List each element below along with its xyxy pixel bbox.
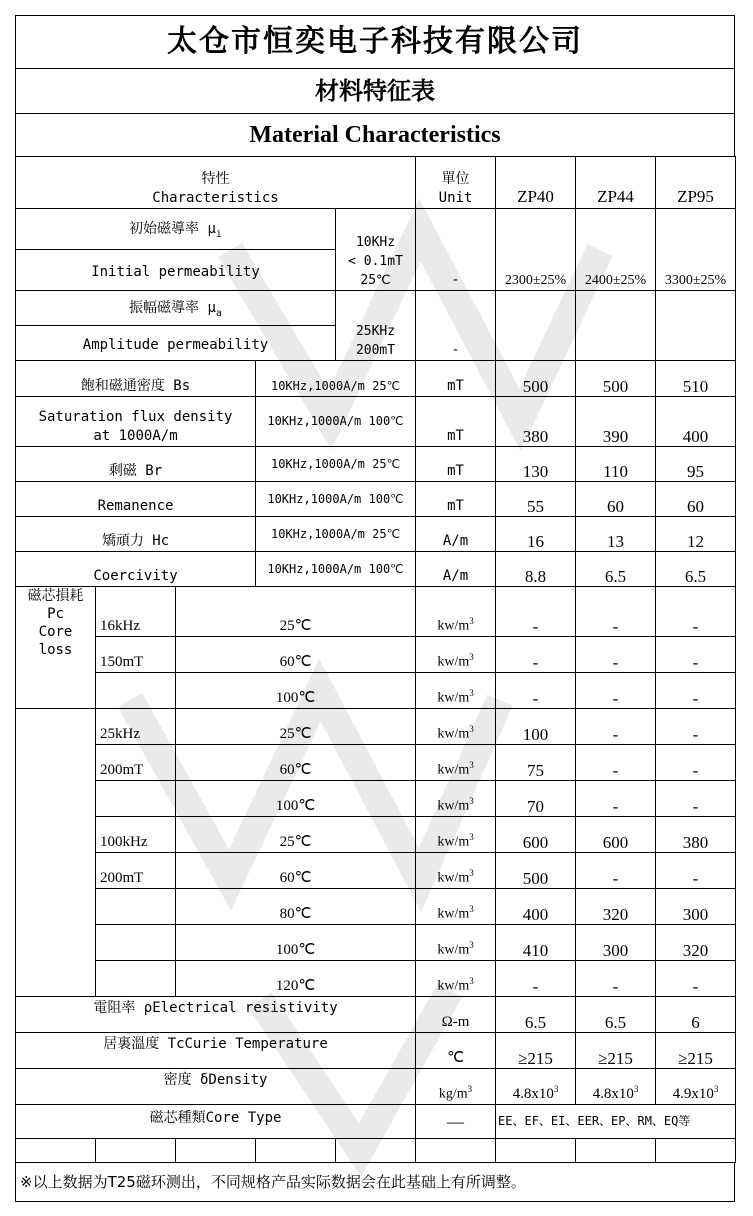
value-cell: 400 [496, 889, 576, 925]
value-cell: - [576, 961, 656, 997]
value-cell: 300 [656, 889, 736, 925]
unit-en: Unit [438, 190, 473, 206]
grade-header: ZP44 [576, 157, 656, 209]
value-cell: 320 [656, 925, 736, 961]
freq-cell [96, 889, 176, 925]
value-cell: 100 [496, 709, 576, 745]
core-loss-row [16, 925, 736, 961]
value-cell: 600 [496, 817, 576, 853]
temp-cell: 100℃ [176, 673, 416, 709]
unit-cell: $kw/m^3$ [416, 637, 496, 673]
br-row [16, 447, 736, 482]
unit-cell: Ω-m [416, 997, 496, 1033]
footnote: ※以上数据为T25磁环测出，不同规格产品实际数据会在此基础上有所调整。 [15, 1162, 735, 1202]
unit-cell: $kw/m^3$ [416, 853, 496, 889]
unit-cell: mT [416, 447, 496, 482]
unit-cell: mT [416, 397, 496, 447]
br100-label: Remanence [16, 482, 256, 517]
freq-cell: 16kHz [96, 587, 176, 637]
initial-permeability-label: 初始磁導率 $\mu_i$ Initial permeability [16, 209, 336, 291]
bs-condition: 10KHz,1000A/m 25℃ [256, 361, 416, 397]
characteristics-table [15, 156, 736, 1163]
value-cell: 2300±25% [496, 209, 576, 291]
freq-cell: 100kHz [96, 817, 176, 853]
value-cell: $4.8x10^3$ [496, 1069, 576, 1105]
unit-cell: A/m [416, 517, 496, 552]
value-cell: 75 [496, 745, 576, 781]
value-cell: - [656, 709, 736, 745]
temp-cell: 25℃ [176, 817, 416, 853]
value-cell: 400 [656, 397, 736, 447]
char-cn: 特性 [201, 171, 230, 187]
company-name: 太仓市恒奕电子科技有限公司 [15, 15, 735, 68]
core-loss-row [16, 637, 736, 673]
value-cell: $4.9x10^3$ [656, 1069, 736, 1105]
unit-cell: $kw/m^3$ [416, 587, 496, 637]
bs-row [16, 361, 736, 397]
value-cell: - [576, 637, 656, 673]
unit-cell: mT [416, 482, 496, 517]
core-type-label: 磁芯種類Core Type [16, 1105, 416, 1139]
initial-permeability-condition: 10KHz < 0.1mT 25℃ [336, 209, 416, 291]
bs100-row [16, 397, 736, 447]
unit-cn: 單位 [441, 171, 470, 187]
core-loss-row [16, 781, 736, 817]
hc100-condition: 10KHz,1000A/m 100℃ [256, 552, 416, 587]
core-loss-row [16, 961, 736, 997]
freq-cell [96, 673, 176, 709]
hc100-label: Coercivity [16, 552, 256, 587]
value-cell: - [656, 637, 736, 673]
temp-cell: 80℃ [176, 889, 416, 925]
label-en: Initial permeability [91, 264, 260, 280]
value-cell: 6.5 [576, 552, 656, 587]
value-cell: - [656, 853, 736, 889]
hc100-row [16, 552, 736, 587]
value-cell: 60 [576, 482, 656, 517]
value-cell: - [576, 587, 656, 637]
freq-cell [96, 781, 176, 817]
value-cell: - [576, 745, 656, 781]
value-cell: - [656, 673, 736, 709]
spacer-row [16, 1139, 736, 1163]
value-cell: 380 [496, 397, 576, 447]
value-cell: 16 [496, 517, 576, 552]
amplitude-permeability-row [16, 291, 736, 361]
unit-cell: $kw/m^3$ [416, 745, 496, 781]
value-cell: 500 [496, 853, 576, 889]
value-cell: - [656, 745, 736, 781]
unit-cell: A/m [416, 552, 496, 587]
unit-cell: $kw/m^3$ [416, 673, 496, 709]
temp-cell: 60℃ [176, 637, 416, 673]
br100-condition: 10KHz,1000A/m 100℃ [256, 482, 416, 517]
freq-cell: 200mT [96, 745, 176, 781]
value-cell: 6.5 [656, 552, 736, 587]
freq-cell: 150mT [96, 637, 176, 673]
temp-cell: 25℃ [176, 587, 416, 637]
density-label: 密度 δDensity [16, 1069, 416, 1105]
unit-cell: $kw/m^3$ [416, 817, 496, 853]
value-cell: 70 [496, 781, 576, 817]
temp-cell: 25℃ [176, 709, 416, 745]
char-en: Characteristics [152, 190, 279, 206]
temp-cell: 60℃ [176, 745, 416, 781]
blank-cell [256, 1139, 336, 1163]
unit-cell: - [416, 291, 496, 361]
value-cell: 410 [496, 925, 576, 961]
core-loss-row [16, 889, 736, 925]
unit-cell: $kw/m^3$ [416, 925, 496, 961]
value-cell [576, 291, 656, 361]
bs100-label: Saturation flux density at 1000A/m [16, 397, 256, 447]
unit-cell: $kw/m^3$ [416, 889, 496, 925]
value-cell: - [656, 587, 736, 637]
unit-header [416, 157, 496, 209]
unit-cell: - [416, 209, 496, 291]
blank-cell [576, 1139, 656, 1163]
temp-cell: 100℃ [176, 781, 416, 817]
value-cell: 8.8 [496, 552, 576, 587]
value-cell: 2400±25% [576, 209, 656, 291]
core-type-value: EE、EF、EI、EER、EP、RM、EQ等 [496, 1105, 736, 1139]
blank-cell [336, 1139, 416, 1163]
value-cell: - [576, 853, 656, 889]
core-loss-row [16, 817, 736, 853]
freq-cell: 200mT [96, 853, 176, 889]
value-cell: 6.5 [576, 997, 656, 1033]
hc-label: 矯頑力 Hc [16, 517, 256, 552]
value-cell: ≥215 [656, 1033, 736, 1069]
amplitude-permeability-label: 振幅磁導率 $\mu_a$ Amplitude permeability [16, 291, 336, 361]
value-cell: - [576, 781, 656, 817]
unit-cell: $kw/m^3$ [416, 781, 496, 817]
density-row [16, 1069, 736, 1105]
value-cell [496, 291, 576, 361]
core-loss-row [16, 745, 736, 781]
blank-cell [16, 1139, 96, 1163]
value-cell: 95 [656, 447, 736, 482]
freq-cell [96, 961, 176, 997]
value-cell: - [496, 637, 576, 673]
column-header-row [16, 157, 736, 209]
br-label: 剩磁 Br [16, 447, 256, 482]
value-cell: 320 [576, 889, 656, 925]
amplitude-permeability-condition: 25KHz 200mT [336, 291, 416, 361]
value-cell: - [496, 673, 576, 709]
value-cell: 60 [656, 482, 736, 517]
value-cell: - [576, 673, 656, 709]
value-cell [656, 291, 736, 361]
temp-cell: 100℃ [176, 925, 416, 961]
bs100-condition: 10KHz,1000A/m 100℃ [256, 397, 416, 447]
initial-permeability-row [16, 209, 736, 291]
value-cell: 510 [656, 361, 736, 397]
value-cell: 500 [576, 361, 656, 397]
value-cell: $4.8x10^3$ [576, 1069, 656, 1105]
freq-cell: 25kHz [96, 709, 176, 745]
value-cell: 13 [576, 517, 656, 552]
value-cell: 6.5 [496, 997, 576, 1033]
characteristics-header [16, 157, 416, 209]
br100-row [16, 482, 736, 517]
value-cell: 55 [496, 482, 576, 517]
title-en: Material Characteristics [15, 113, 735, 156]
bs-label: 飽和磁通密度 Bs [16, 361, 256, 397]
label-cn: 振幅磁導率 μ [129, 300, 216, 316]
resistivity-label: 電阻率 ρElectrical resistivity [16, 997, 416, 1033]
blank-cell [176, 1139, 256, 1163]
hc-condition: 10KHz,1000A/m 25℃ [256, 517, 416, 552]
value-cell: 300 [576, 925, 656, 961]
core-loss-row [16, 709, 736, 745]
unit-cell: $kw/m^3$ [416, 709, 496, 745]
core-type-row [16, 1105, 736, 1139]
label-en: Amplitude permeability [82, 337, 269, 353]
core-loss-label-spacer [16, 709, 96, 997]
temp-cell: 60℃ [176, 853, 416, 889]
blank-cell [496, 1139, 576, 1163]
value-cell: 6 [656, 997, 736, 1033]
title-cn: 材料特征表 [15, 68, 735, 113]
unit-cell: — [416, 1105, 496, 1139]
value-cell: 390 [576, 397, 656, 447]
value-cell: - [496, 587, 576, 637]
value-cell: 12 [656, 517, 736, 552]
value-cell: 500 [496, 361, 576, 397]
grade-header: ZP95 [656, 157, 736, 209]
value-cell: 110 [576, 447, 656, 482]
unit-cell: $kg/m^3$ [416, 1069, 496, 1105]
value-cell: 600 [576, 817, 656, 853]
freq-cell [96, 925, 176, 961]
value-cell: 3300±25% [656, 209, 736, 291]
blank-cell [416, 1139, 496, 1163]
curie-label: 居裏溫度 TcCurie Temperature [16, 1033, 416, 1069]
unit-cell: mT [416, 361, 496, 397]
value-cell: ≥215 [496, 1033, 576, 1069]
value-cell: - [656, 781, 736, 817]
blank-cell [96, 1139, 176, 1163]
curie-row [16, 1033, 736, 1069]
core-loss-row [16, 673, 736, 709]
temp-cell: 120℃ [176, 961, 416, 997]
label-cn: 初始磁導率 μ [129, 221, 216, 237]
value-cell: - [576, 709, 656, 745]
value-cell: 130 [496, 447, 576, 482]
br-condition: 10KHz,1000A/m 25℃ [256, 447, 416, 482]
material-sheet [15, 15, 735, 1163]
core-loss-row [16, 853, 736, 889]
core-loss-row [16, 587, 736, 637]
core-loss-label: 磁芯損耗 Pc Core loss [16, 587, 96, 709]
value-cell: ≥215 [576, 1033, 656, 1069]
unit-cell: $kw/m^3$ [416, 961, 496, 997]
value-cell: - [496, 961, 576, 997]
blank-cell [656, 1139, 736, 1163]
resistivity-row [16, 997, 736, 1033]
grade-header: ZP40 [496, 157, 576, 209]
hc-row [16, 517, 736, 552]
unit-cell: ℃ [416, 1033, 496, 1069]
value-cell: 380 [656, 817, 736, 853]
value-cell: - [656, 961, 736, 997]
